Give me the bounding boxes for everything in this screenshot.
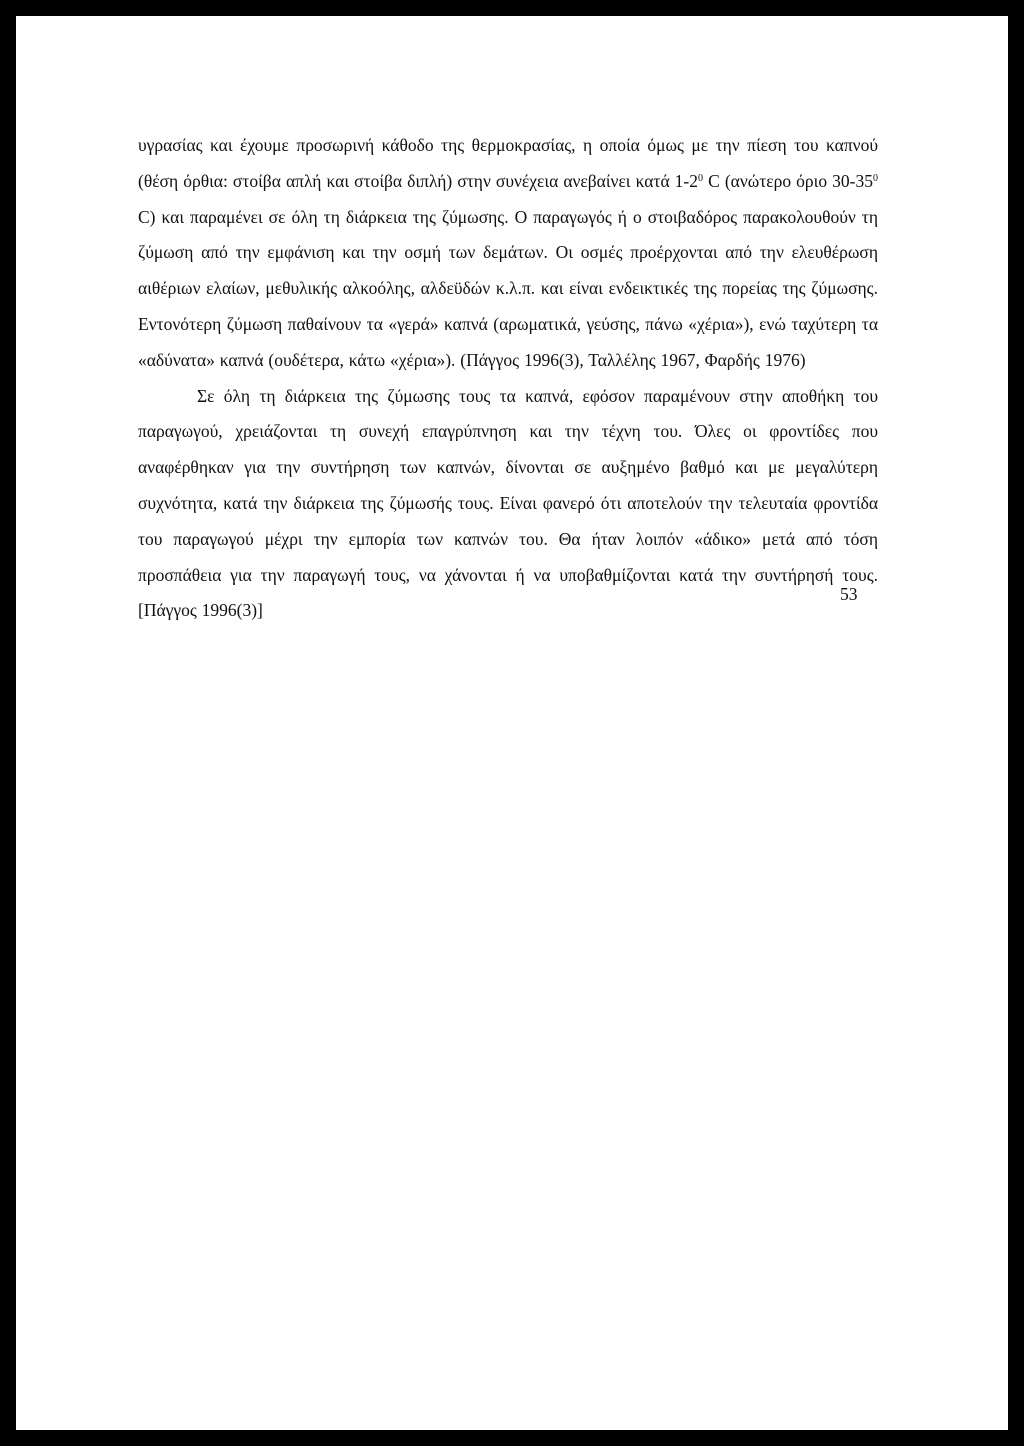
page-number: 53 [840, 584, 858, 604]
paragraph-1 [138, 128, 878, 379]
paragraph-1-part-c: C) και παραμένει σε όλη τη διάρκεια της ζύμωσης. Ο παραγωγός ή ο στοιβαδόρος παρακολουθούν τη ζύμωση από την εμφάνιση και την οσμή των δεμάτων. Οι οσμές προέρχονται από την ελευθέρωση αιθέριων ελαίων, μεθυλικής αλκοόλης, αλδεϋδών κ.λ.π. και είναι ενδεικτικές της πορείας της ζύμωσης. Εντονότερη ζύμωση παθαίνουν τα «γερά» καπνά (αρωματικά, γεύσης, πάνω «χέρια»), ενώ ταχύτερη τα «αδύνατα» καπνά (ουδέτερα, κάτω «χέρια»). (Πάγγος 1996(3), Ταλλέλης 1967, Φαρδής 1976) [138, 206, 878, 370]
paragraph-1-part-a: υγρασίας και έχουμε προσωρινή κάθοδο της θερμοκρασίας, η οποία όμως με την πίεση του καπνού (θέση όρθια: στοίβα απλή και στοίβα διπλή) στην συνέχεια ανεβαίνει κατά 1-2 [138, 135, 878, 191]
paragraph-1-part-b: C (ανώτερο όριο 30-35 [703, 170, 874, 191]
body-text [138, 128, 878, 629]
paragraph-2: Σε όλη τη διάρκεια της ζύμωσης τους τα καπνά, εφόσον παραμένουν στην αποθήκη του παραγωγού, χρειάζονται τη συνεχή επαγρύπνηση και την τέχνη του. Όλες οι φροντίδες που αναφέρθηκαν για την συντήρηση των καπνών, δίνονται σε αυξημένο βαθμό και με μεγαλύτερη συχνότητα, κατά την διάρκεια της ζύμωσής τους. Είναι φανερό ότι αποτελούν την τελευταία φροντίδα του παραγωγού μέχρι την εμπορία των καπνών του. Θα ήταν λοιπόν «άδικο» μετά από τόση προσπάθεια για την παραγωγή τους, να χάνονται ή να υποβαθμίζονται κατά την συντήρησή τους. [Πάγγος 1996(3)] [138, 385, 878, 621]
document-page [16, 16, 1008, 1430]
degree-superscript-2: 0 [873, 172, 879, 184]
degree-superscript-1: 0 [698, 172, 704, 184]
